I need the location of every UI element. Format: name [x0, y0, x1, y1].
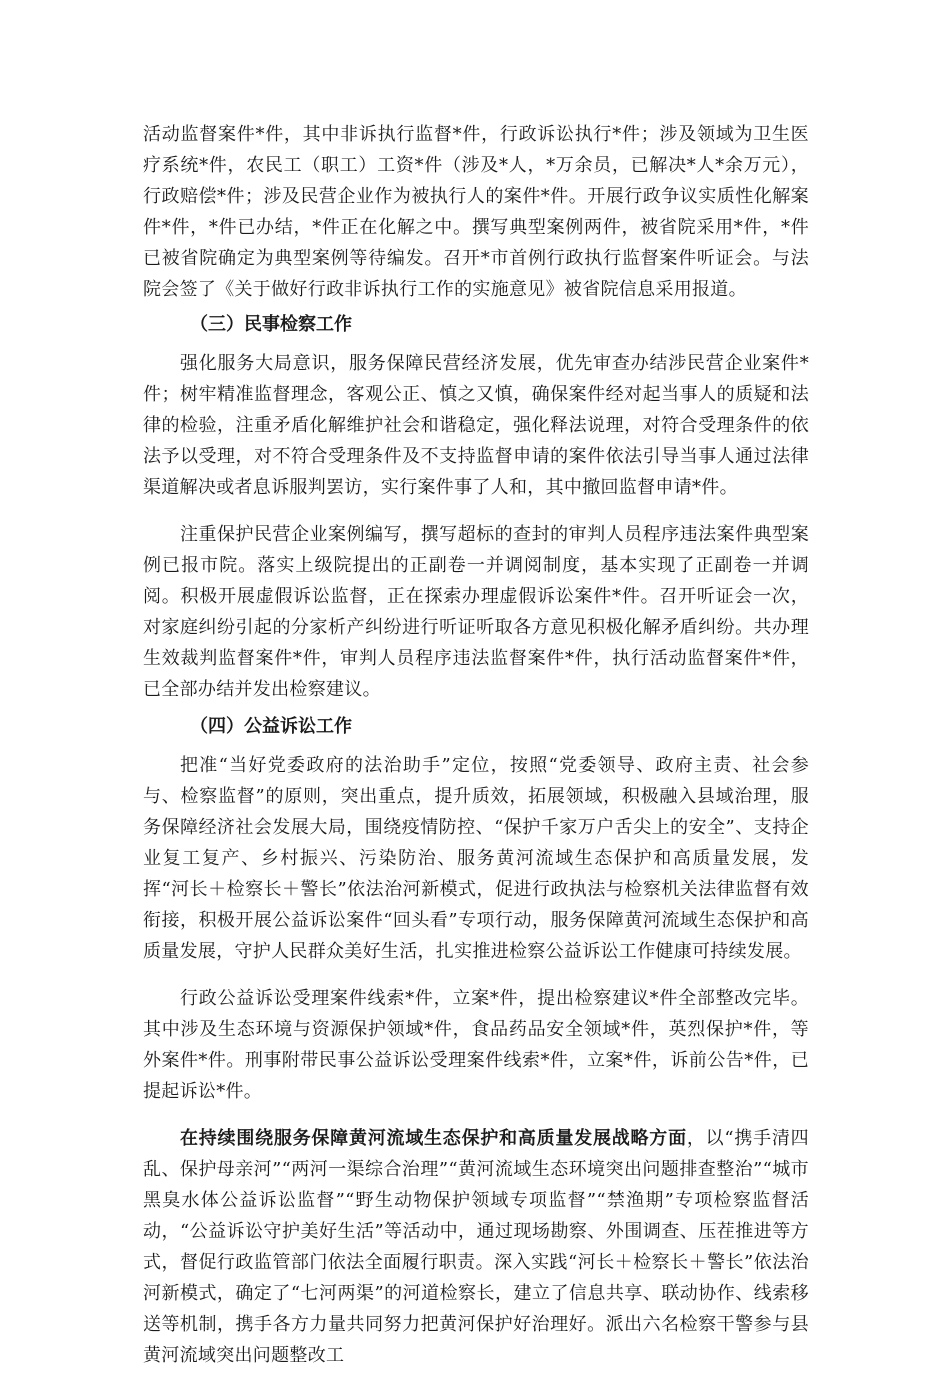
paragraph-civil-2: 注重保护民营企业案例编写，撰写超标的查封的审判人员程序违法案件典型案例已报市院。落实上级院提出的正副卷一并调阅制度，基本实现了正副卷一并调阅。积极开展虚假诉讼监督，正在探索办理虚假诉讼案件*件。召开听证会一次，对家庭纠纷引起的分家析产纠纷进行听证听取各方意见积极化解矛盾纠纷。共办理生效裁判监督案件*件，审判人员程序违法监督案件*件，执行活动监督案件*件，已全部办结并发出检察建议。	[143, 524, 809, 700]
section-heading-civil-procuratorial: （三）民事检察工作	[190, 314, 352, 335]
paragraph-public-interest-2: 行政公益诉讼受理案件线索*件，立案*件，提出检察建议*件全部整改完毕。其中涉及生态环境与资源保护领域*件，食品药品安全领域*件，英烈保护*件，等外案件*件。刑事附带民事公益诉讼受理案件线索*件，立案*件，诉前公告*件，已提起诉讼*件。	[143, 988, 809, 1102]
section-heading-public-interest: （四）公益诉讼工作	[190, 716, 352, 737]
document-body	[143, 119, 809, 1387]
paragraph-lead-bold: 在持续围绕服务保障黄河流域生态保护和高质量发展战略方面	[180, 1128, 687, 1149]
paragraph-public-interest-1: 把准“当好党委政府的法治助手”定位，按照“党委领导、政府主责、社会参与、检察监督”的原则，突出重点，提升质效，拓展领域，积极融入县域治理，服务保障经济社会发展大局，围绕疫情防控、“保护千家万户舌尖上的安全”、支持企业复工复产、乡村振兴、污染防治、服务黄河流域生态保护和高质量发展，发挥“河长＋检察长＋警长”依法治河新模式，促进行政执法与检察机关法律监督有效衔接，积极开展公益诉讼案件“回头看”专项行动，服务保障黄河流域生态保护和高质量发展，守护人民群众美好生活，扎实推进检察公益诉讼工作健康可持续发展。	[143, 755, 809, 962]
paragraph-yellow-river	[143, 1123, 809, 1371]
paragraph-body-text: ，以“携手清四乱、保护母亲河”“两河一渠综合治理”“黄河流域生态环境突出问题排查整治”“城市黑臭水体公益诉讼监督”“野生动物保护领域专项监督”“禁渔期”专项检察监督活动，“公益诉讼守护美好生活”等活动中，通过现场勘察、外围调查、压茬推进等方式，督促行政监管部门依法全面履行职责。深入实践“河长＋检察长＋警长”依法治河新模式，确定了“七河两渠”的河道检察长，建立了信息共享、联动协作、线索移送等机制，携手各方力量共同努力把黄河保护好治理好。派出六名检察干警参与县黄河流域突出问题整改工	[143, 1128, 809, 1366]
paragraph-civil-1: 强化服务大局意识，服务保障民营经济发展，优先审查办结涉民营企业案件*件；树牢精准监督理念，客观公正、慎之又慎，确保案件经对起当事人的质疑和法律的检验，注重矛盾化解维护社会和谐稳定，强化释法说理，对符合受理条件的依法予以受理，对不符合受理条件及不支持监督申请的案件依法引导当事人通过法律渠道解决或者息诉服判罢访，实行案件事了人和，其中撤回监督申请*件。	[143, 353, 809, 498]
paragraph-administrative-continuation: 活动监督案件*件，其中非诉执行监督*件，行政诉讼执行*件；涉及领域为卫生医疗系统*件，农民工（职工）工资*件（涉及*人，*万余员，已解决*人*余万元），行政赔偿*件；涉及民营企业作为被执行人的案件*件。开展行政争议实质性化解案件*件，*件已办结，*件正在化解之中。撰写典型案例两件，被省院采用*件，*件已被省院确定为典型案例等待编发。召开*市首例行政执行监督案件听证会。与法院会签了《关于做好行政非诉执行工作的实施意见》被省院信息采用报道。	[143, 124, 809, 300]
